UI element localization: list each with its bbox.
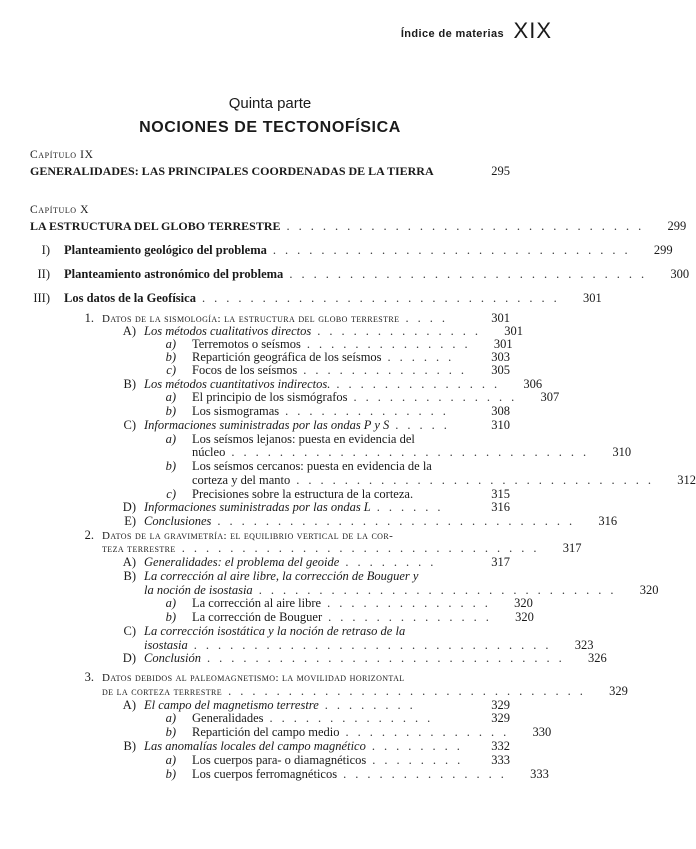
entry-page: 333 (530, 767, 549, 781)
dot-leader: .............. (303, 363, 473, 377)
entry-number: 1. (84, 311, 94, 325)
entry-title: Los sismogramas (192, 404, 280, 418)
entry-title-line1: La corrección al aire libre, la corrección de Bouguer y (144, 569, 419, 583)
entry-page: 333 (491, 753, 510, 767)
toc-entry-1D[interactable] (118, 500, 510, 514)
entry-title-line2: la noción de isostasia (144, 583, 253, 597)
dot-leader: .............................. (231, 445, 596, 459)
toc-entry-3Bb[interactable] (160, 767, 549, 781)
entry-mark: A) (122, 324, 136, 338)
dot-leader: ...... (376, 500, 450, 514)
chapter-ix-title: GENERALIDADES: LAS PRINCIPALES COORDENADAS DE LA TIERRA (30, 164, 434, 178)
entry-page: 308 (491, 404, 510, 418)
entry-title: El principio de los sismógrafos (192, 390, 348, 404)
dot-leader: .............................. (228, 684, 592, 698)
entry-title: Precisiones sobre la estructura de la corteza. (192, 487, 414, 501)
entry-title-line2: corteza y del manto (192, 473, 291, 487)
toc-entry-2Ba[interactable] (160, 596, 533, 610)
toc-entry-2-line2[interactable] (102, 541, 582, 556)
entry-mark: B) (123, 739, 136, 753)
toc-entry-1Cc[interactable] (160, 487, 510, 501)
entry-page: 315 (491, 487, 510, 501)
entry-title: Los cuerpos ferromagnéticos (192, 767, 338, 781)
toc-entry-2A[interactable] (118, 555, 510, 569)
entry-mark: c) (166, 363, 176, 377)
entry-title: La corrección de Bouguer (192, 610, 323, 624)
entry-mark: b) (165, 350, 176, 364)
dot-leader: .............. (343, 767, 513, 781)
entry-mark: b) (165, 610, 176, 624)
entry-page: 329 (609, 684, 628, 698)
entry-page: 329 (491, 698, 510, 712)
entry-title: Focos de los seísmos (192, 363, 298, 377)
dot-leader: .............................. (289, 267, 654, 281)
section-page: 300 (670, 267, 690, 281)
entry-page: 310 (612, 445, 632, 459)
dot-leader: .............. (306, 337, 477, 351)
toc-entry-1Bb[interactable] (160, 404, 510, 418)
entry-page: 301 (493, 337, 513, 351)
chapter-x-page: 299 (667, 219, 687, 233)
toc-entry-1B[interactable] (118, 377, 543, 391)
dot-leader: .............. (269, 711, 440, 725)
toc-entry-section-iii[interactable] (30, 291, 602, 305)
entry-page: 310 (491, 418, 510, 432)
dot-leader: .............. (327, 596, 497, 610)
toc-entry-3Aa[interactable] (160, 711, 510, 725)
entry-title-line2: teza terrestre (102, 543, 176, 555)
entry-mark: a) (165, 390, 176, 404)
section-title: Planteamiento astronómico del problema (64, 267, 284, 281)
toc-entry-3-line1[interactable] (78, 670, 470, 685)
dot-leader: ........ (371, 739, 469, 753)
entry-title: Repartición geográfica de los seísmos (192, 350, 382, 364)
chapter-ix-label-line (30, 148, 510, 162)
entry-title-line2: isostasia (144, 638, 188, 652)
part-label: Quinta parte (228, 95, 312, 112)
entry-mark: E) (124, 514, 136, 528)
entry-title: Conclusión (144, 651, 201, 665)
dot-leader: ...... (387, 350, 461, 364)
entry-title: Terremotos o seísmos (192, 337, 301, 351)
toc-entry-1C[interactable] (118, 418, 510, 432)
entry-mark: a) (165, 337, 176, 351)
toc-entry-1Ca-line2[interactable] (192, 445, 632, 459)
entry-page: 323 (574, 638, 594, 652)
chapter-x-label: Capítulo X (30, 204, 90, 216)
entry-title: Informaciones suministradas por las ondas L (144, 500, 371, 514)
dot-leader: .............................. (286, 219, 651, 233)
entry-page: 317 (562, 541, 582, 555)
dot-leader: .............................. (258, 583, 623, 597)
section-page: 299 (653, 243, 673, 257)
entry-mark: a) (165, 711, 176, 725)
entry-title-line2: de la corteza terrestre (102, 686, 223, 698)
entry-mark: D) (122, 500, 136, 514)
entry-page: 301 (504, 324, 523, 338)
dot-leader: ........ (372, 753, 470, 767)
entry-title-line1: Los seísmos lejanos: puesta en evidencia del (192, 432, 415, 446)
toc-entry-3Ba[interactable] (160, 753, 510, 767)
toc-entry-3A[interactable] (118, 698, 510, 712)
entry-title-line1: Datos debidos al paleomagnetismo: la movilidad horizontal (102, 672, 405, 684)
entry-page: 326 (587, 651, 607, 665)
toc-entry-1Ca-line1[interactable] (160, 432, 470, 446)
toc-entry-3-line2[interactable] (102, 684, 628, 699)
dot-leader: .............................. (296, 473, 660, 487)
toc-entry-2B-line1[interactable] (118, 569, 470, 583)
entry-mark: B) (123, 569, 136, 583)
section-title: Los datos de la Geofísica (64, 291, 196, 305)
entry-mark: b) (165, 459, 176, 473)
entry-page: 306 (523, 377, 543, 391)
entry-page: 316 (491, 500, 510, 514)
dot-leader: .............................. (201, 291, 566, 305)
entry-mark: a) (165, 596, 176, 610)
entry-mark: a) (165, 753, 176, 767)
entry-title: Informaciones suministradas por las ondas P y S (144, 418, 390, 432)
dot-leader: .............. (317, 324, 487, 338)
dot-leader: ........ (345, 555, 443, 569)
entry-page: 305 (491, 363, 510, 377)
entry-mark: A) (122, 555, 136, 569)
entry-title-line1: Datos de la gravimetría: el equilibrio vertical de la cor- (102, 530, 394, 542)
entry-page: 312 (677, 473, 696, 487)
entry-mark: a) (165, 432, 176, 446)
entry-mark: b) (165, 725, 176, 739)
entry-mark: b) (165, 767, 176, 781)
chapter-x-title: LA ESTRUCTURA DEL GLOBO TERRESTRE (30, 219, 281, 233)
toc-entry-2C-line2[interactable] (144, 638, 594, 652)
entry-title-line2: núcleo (192, 445, 226, 459)
toc-entry-1Aa[interactable] (160, 337, 513, 351)
entry-title: Las anomalías locales del campo magnético (144, 739, 366, 753)
entry-page: 317 (491, 555, 510, 569)
dot-leader: .............................. (193, 638, 558, 652)
chapter-ix-page: 295 (491, 164, 510, 178)
dot-leader: ........ (324, 698, 422, 712)
toc-entry-1Ac[interactable] (160, 363, 510, 377)
entry-title: Los métodos cualitativos directos (144, 324, 312, 338)
toc-entry-1Ba[interactable] (160, 390, 560, 404)
toc-entry-2D[interactable] (118, 651, 607, 665)
entry-mark: A) (122, 698, 136, 712)
dot-leader: .............................. (181, 541, 546, 555)
page-number: XIX (513, 18, 552, 43)
entry-title: El campo del magnetismo terrestre (144, 698, 319, 712)
dot-leader: .............................. (272, 243, 637, 257)
part-title: NOCIONES DE TECTONOFÍSICA (139, 119, 401, 136)
toc-entry-2C-line1[interactable] (118, 624, 470, 638)
running-header-title: Índice de materias (400, 28, 504, 40)
dot-leader: ..... (395, 418, 456, 432)
entry-page: 316 (598, 514, 618, 528)
entry-title: Conclusiones (144, 514, 212, 528)
toc-entry-chapter-ix[interactable] (30, 164, 510, 178)
entry-title-line1: La corrección isostática y la noción de retraso de la (144, 624, 406, 638)
entry-title: Los métodos cuantitativos indirectos. (144, 377, 331, 391)
entry-page: 320 (515, 610, 534, 624)
dot-leader: .............................. (217, 514, 582, 528)
dot-leader: .............................. (206, 651, 571, 665)
entry-mark: C) (123, 418, 136, 432)
entry-page: 329 (491, 711, 510, 725)
section-roman: III) (33, 291, 50, 305)
entry-number: 2. (84, 528, 94, 542)
chapter-ix-label: Capítulo IX (30, 149, 94, 161)
entry-mark: c) (166, 487, 176, 501)
toc-entry-chapter-x[interactable] (30, 219, 687, 233)
entry-page: 307 (540, 390, 560, 404)
toc-entry-2B-line2[interactable] (144, 583, 659, 597)
entry-page: 330 (532, 725, 552, 739)
toc-entry-section-ii[interactable] (30, 267, 690, 281)
toc-entry-3Ab[interactable] (160, 725, 552, 739)
entry-page: 320 (639, 583, 659, 597)
section-roman: I) (41, 243, 50, 257)
entry-title-line1: Los seísmos cercanos: puesta en evidencia de la (192, 459, 432, 473)
dot-leader: .... (405, 311, 454, 325)
section-roman: II) (37, 267, 50, 281)
entry-page: 301 (491, 311, 510, 325)
entry-title: Generalidades: el problema del geoide (144, 555, 340, 569)
dot-leader: .............. (345, 725, 516, 739)
toc-entry-2Bb[interactable] (160, 610, 534, 624)
entry-mark: D) (122, 651, 136, 665)
dot-leader: .............. (353, 390, 524, 404)
entry-mark: b) (165, 404, 176, 418)
entry-mark: C) (123, 624, 136, 638)
dot-leader: .............. (328, 610, 498, 624)
chapter-x-label-line (30, 203, 510, 217)
section-title: Planteamiento geológico del problema (64, 243, 267, 257)
entry-page: 303 (491, 350, 510, 364)
toc-entry-1Ab[interactable] (160, 350, 510, 364)
entry-title: La corrección al aire libre (192, 596, 322, 610)
entry-title: Generalidades (192, 711, 264, 725)
section-page: 301 (582, 291, 602, 305)
toc-entry-1E[interactable] (118, 514, 618, 528)
entry-title: Datos de la sismología: la estructura del globo terrestre (102, 313, 400, 325)
toc-entry-1Cb-line1[interactable] (160, 459, 470, 473)
entry-title: Los cuerpos para- o diamagnéticos (192, 753, 367, 767)
entry-mark: B) (123, 377, 136, 391)
toc-entry-1Cb-line2[interactable] (192, 473, 696, 487)
toc-entry-3B[interactable] (118, 739, 510, 753)
dot-leader: .............. (285, 404, 455, 418)
entry-page: 332 (491, 739, 510, 753)
entry-page: 320 (514, 596, 533, 610)
toc-entry-section-i[interactable] (30, 243, 673, 257)
entry-number: 3. (84, 670, 94, 684)
entry-title: Repartición del campo medio (192, 725, 340, 739)
toc-entry-1A[interactable] (118, 324, 523, 338)
dot-leader: .............. (336, 377, 507, 391)
